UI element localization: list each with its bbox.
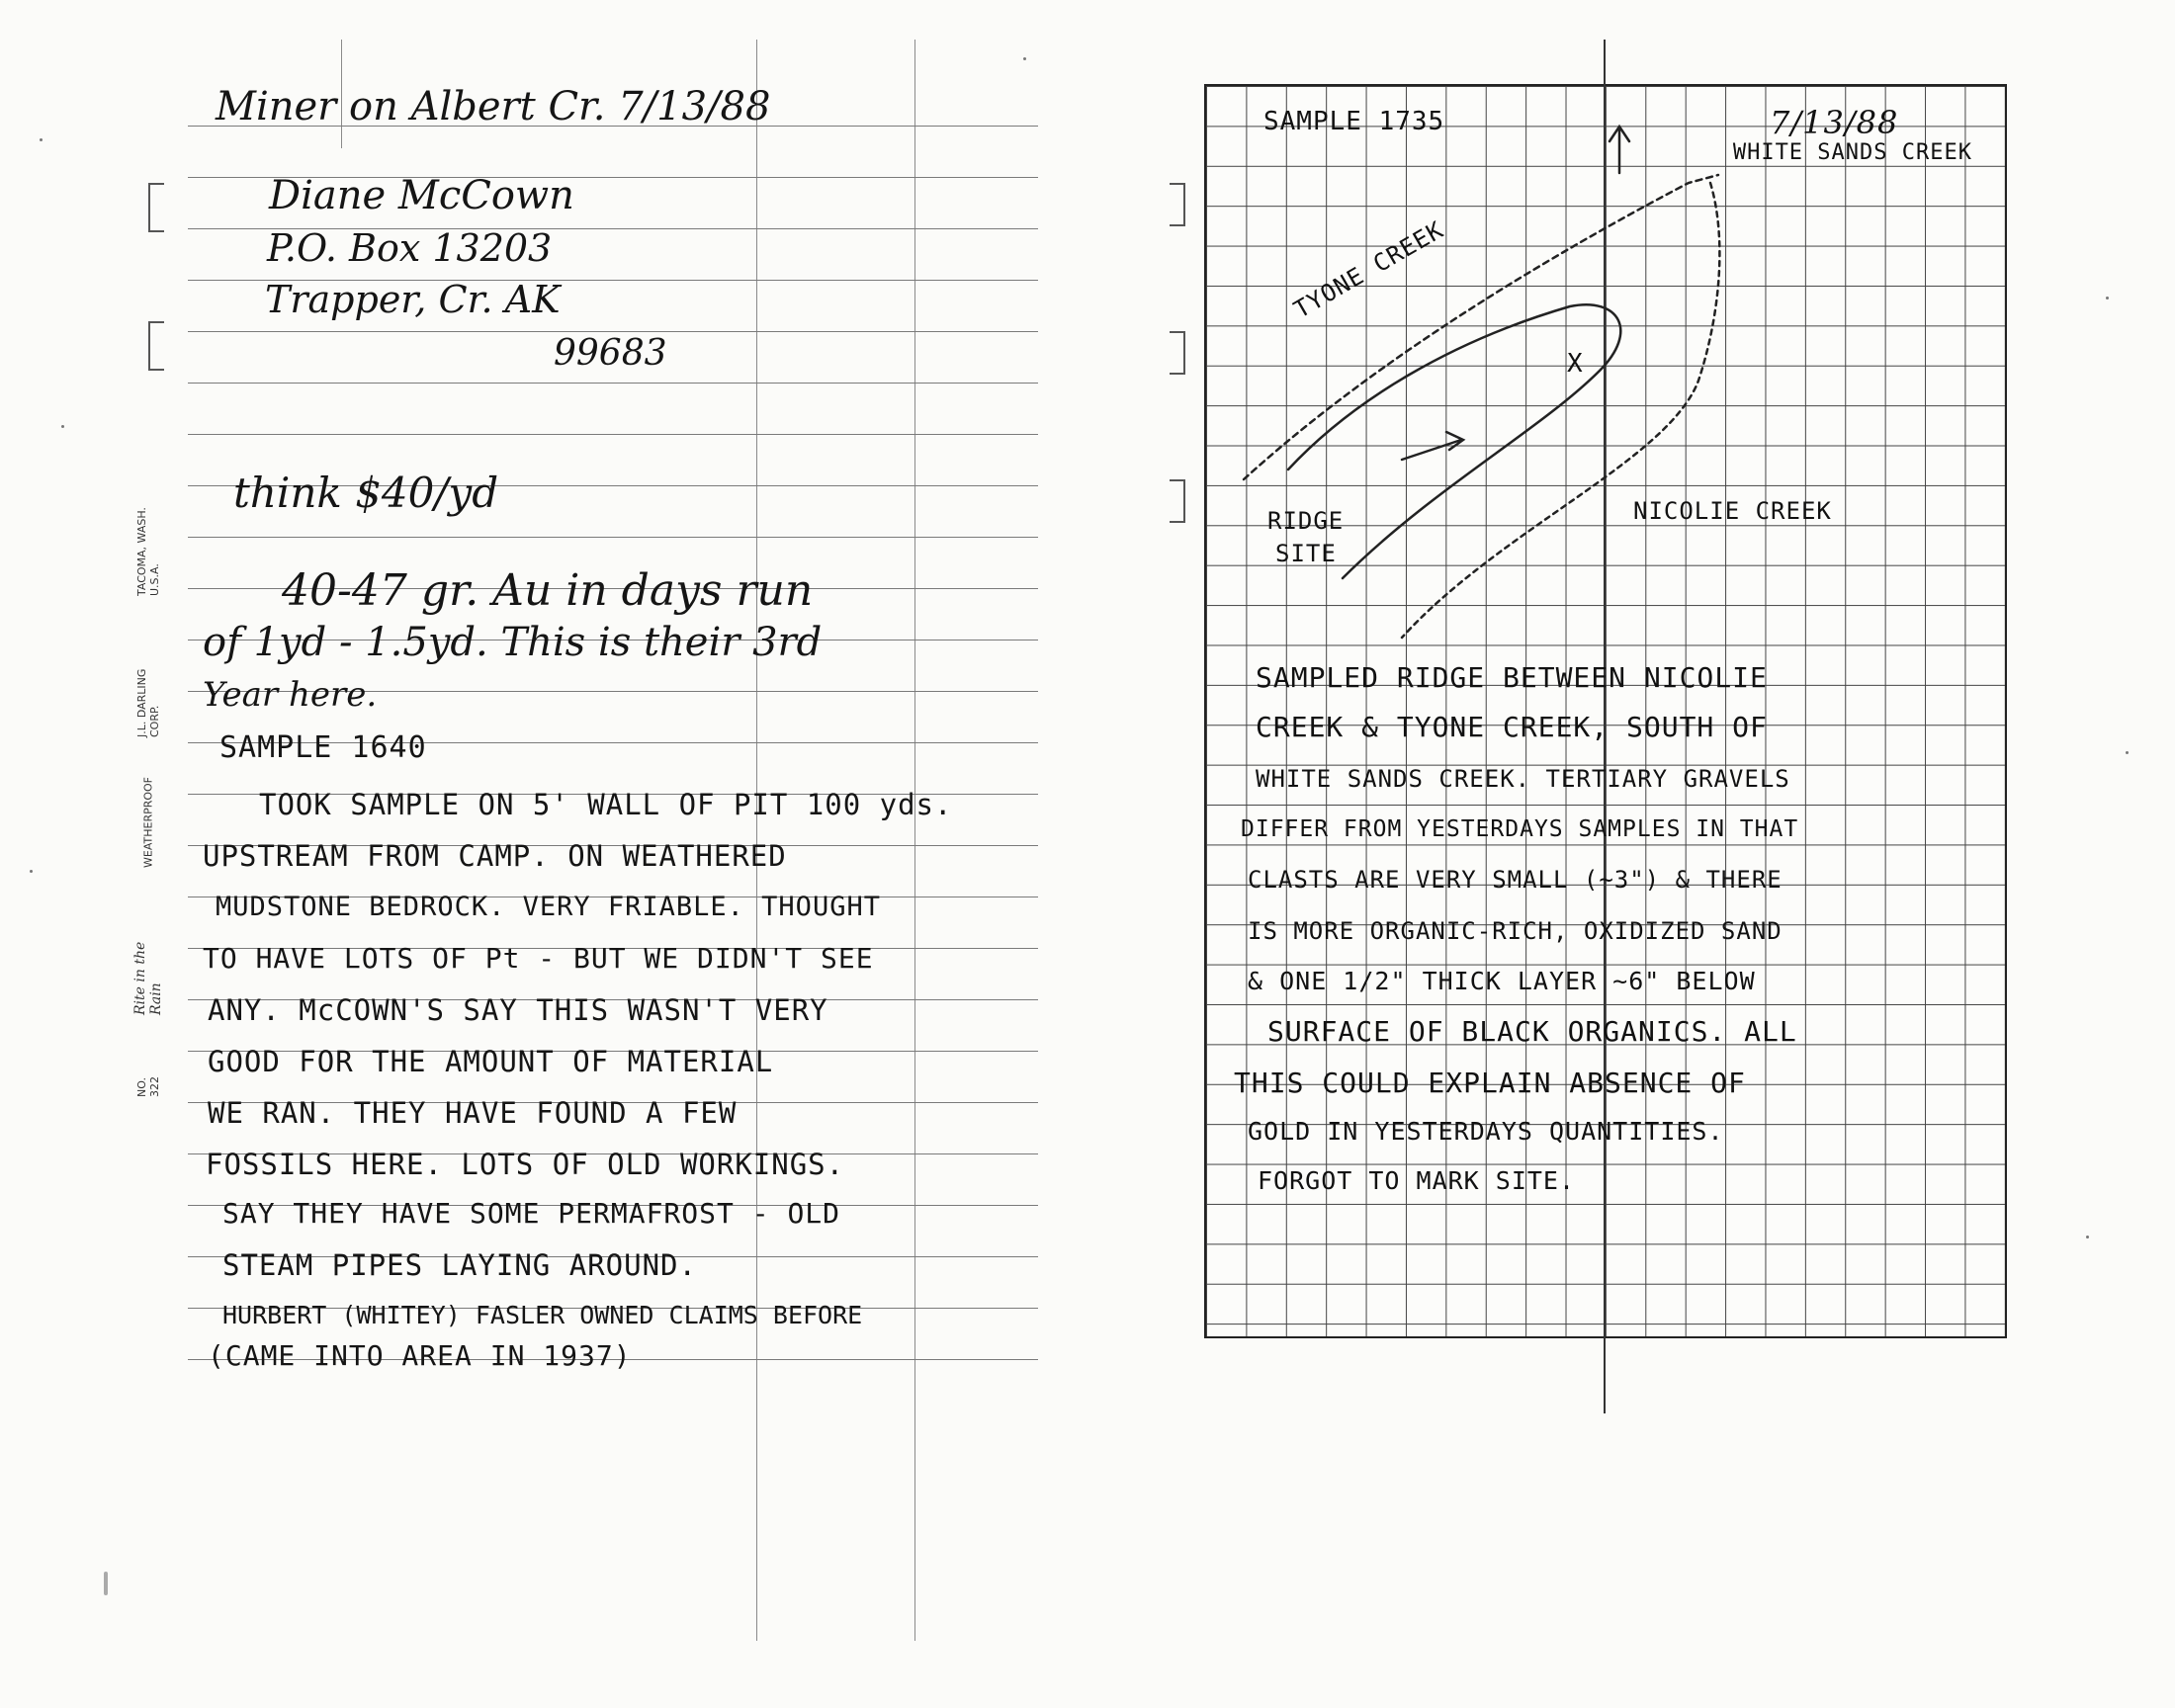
scan-speck (104, 1572, 108, 1595)
north-arrow (1610, 127, 1629, 173)
binding-hole (1170, 331, 1185, 375)
note-line: (CAME INTO AREA IN 1937) (208, 1339, 632, 1372)
map-label-ridge: RIDGE (1267, 507, 1345, 535)
price-note: think $40/yd (233, 469, 499, 517)
printer-imprint (129, 474, 168, 1097)
note-line: DIFFER FROM YESTERDAYS SAMPLES IN THAT (1241, 816, 1799, 842)
scan-speck (40, 138, 43, 141)
binding-hole (148, 183, 164, 232)
ruled-line (188, 537, 1038, 538)
note-line: HURBERT (WHITEY) FASLER OWNED CLAIMS BEFORE (222, 1301, 863, 1329)
scan-speck (2086, 1236, 2089, 1238)
imprint-item: TACOMA, WASH. U.S.A. (135, 507, 161, 597)
date: 7/13/88 (1770, 104, 1899, 141)
note-line: MUDSTONE BEDROCK. VERY FRIABLE. THOUGHT (216, 892, 881, 922)
note-line: GOOD FOR THE AMOUNT OF MATERIAL (208, 1045, 774, 1078)
imprint-item: NO. 322 (135, 1076, 161, 1097)
note-line: THIS COULD EXPLAIN ABSENCE OF (1234, 1067, 1746, 1099)
yield-line: of 1yd - 1.5yd. This is their 3rd (203, 620, 823, 665)
map-label-nicolie: NICOLIE CREEK (1633, 497, 1832, 525)
note-line: TOOK SAMPLE ON 5' WALL OF PIT 100 yds. (259, 788, 953, 821)
map-label-tyone: TYONE CREEK (1289, 215, 1449, 324)
imprint-item: J.L. DARLING CORP. (135, 668, 161, 737)
sketch-map (1204, 84, 2003, 677)
sample-label: SAMPLE 1735 (1263, 107, 1445, 136)
note-line: CREEK & TYONE CREEK, SOUTH OF (1256, 711, 1768, 743)
note-line: UPSTREAM FROM CAMP. ON WEATHERED (203, 839, 787, 873)
note-line: WHITE SANDS CREEK. TERTIARY GRAVELS (1256, 765, 1790, 793)
note-line: FORGOT TO MARK SITE. (1258, 1166, 1576, 1195)
note-line: WE RAN. THEY HAVE FOUND A FEW (208, 1096, 738, 1130)
binding-hole (1170, 479, 1185, 523)
address-line: P.O. Box 13203 (267, 226, 553, 270)
map-label-site: SITE (1275, 540, 1337, 567)
imprint-item: Rite in the Rain (132, 941, 164, 1015)
ruled-line (188, 331, 1038, 332)
sample-site-marker: X (1567, 349, 1584, 379)
note-line: ANY. McCOWN'S SAY THIS WASN'T VERY (208, 993, 828, 1027)
note-line: GOLD IN YESTERDAYS QUANTITIES. (1248, 1117, 1724, 1146)
scan-speck (2126, 751, 2129, 754)
note-line: SURFACE OF BLACK ORGANICS. ALL (1267, 1015, 1797, 1048)
note-line: IS MORE ORGANIC-RICH, OXIDIZED SAND (1248, 917, 1783, 945)
address-line: Trapper, Cr. AK (265, 278, 561, 321)
scan-speck (61, 425, 64, 428)
note-line: STEAM PIPES LAYING AROUND. (222, 1248, 697, 1282)
scan-speck (2106, 297, 2109, 299)
address-zip: 99683 (554, 333, 667, 374)
note-line: SAY THEY HAVE SOME PERMAFROST - OLD (222, 1197, 841, 1230)
note-line: & ONE 1/2" THICK LAYER ~6" BELOW (1248, 967, 1756, 995)
nicolie-creek-line (1402, 183, 1719, 638)
binding-hole (1170, 183, 1185, 226)
sample-label: SAMPLE 1640 (219, 730, 427, 765)
flow-arrow (1402, 432, 1463, 460)
ruled-line (188, 434, 1038, 435)
note-line: SAMPLED RIDGE BETWEEN NICOLIE (1256, 661, 1768, 694)
address-name: Diane McCown (269, 173, 574, 218)
map-label-white-sands: WHITE SANDS CREEK (1732, 140, 1972, 165)
page-header: Miner on Albert Cr. 7/13/88 (216, 84, 771, 129)
scan-speck (30, 870, 33, 873)
yield-line: Year here. (203, 675, 378, 715)
note-line: FOSSILS HERE. LOTS OF OLD WORKINGS. (206, 1148, 845, 1181)
binding-hole (148, 321, 164, 371)
note-line: CLASTS ARE VERY SMALL (~3") & THERE (1248, 866, 1783, 894)
yield-line: 40-47 gr. Au in days run (282, 565, 814, 616)
imprint-item: WEATHERPROOF (141, 776, 155, 868)
ruled-line (188, 383, 1038, 384)
note-line: TO HAVE LOTS OF Pt - BUT WE DIDN'T SEE (203, 942, 874, 975)
tyone-creek-line (1244, 175, 1718, 479)
